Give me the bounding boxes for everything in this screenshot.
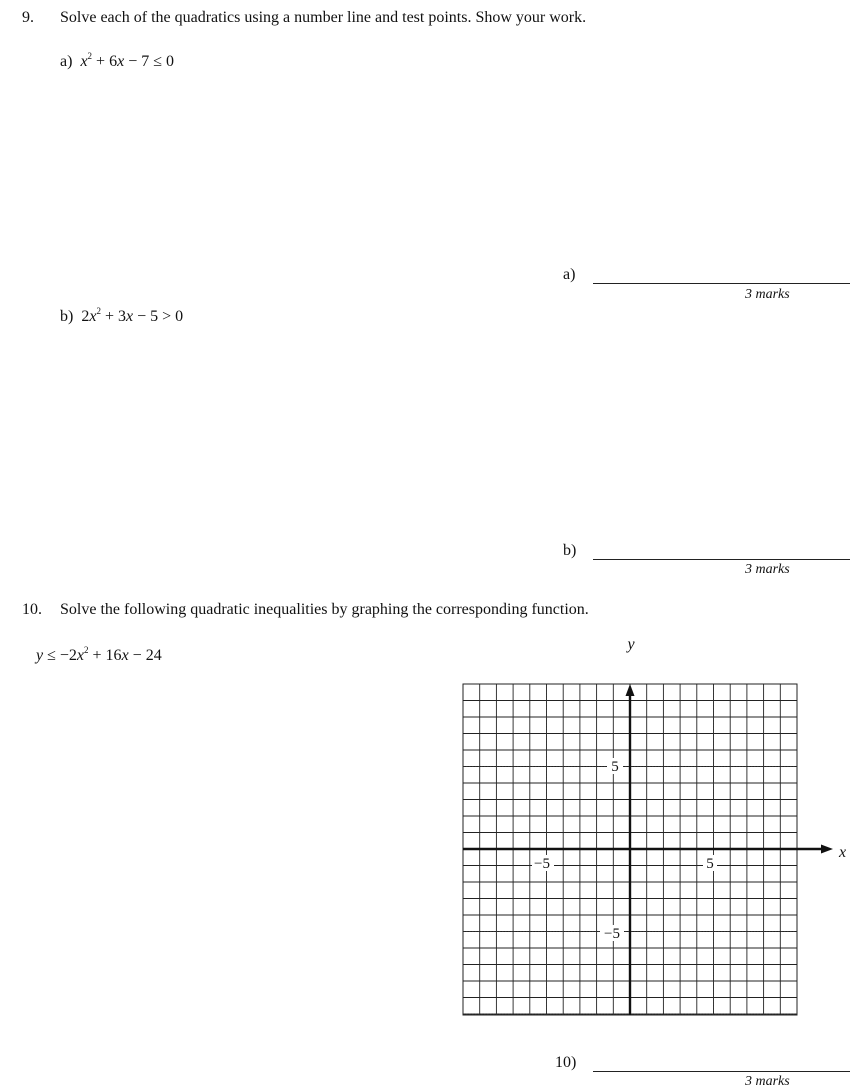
part-a-expression: $x^2 + 6x - 7 \le 0$	[80, 51, 174, 70]
q9-number: 9.	[22, 9, 34, 26]
part-b-expression: $2x^2 + 3x - 5 > 0$	[81, 306, 184, 325]
x-axis-label: x	[839, 844, 847, 861]
q9-part-b	[60, 308, 183, 326]
part-b-label: b)	[60, 308, 74, 325]
y-axis-label: y	[627, 636, 635, 653]
q10-number: 10.	[22, 601, 42, 618]
answer-10-line[interactable]	[593, 1071, 850, 1072]
x-axis-arrow	[821, 845, 833, 854]
answer-a-line[interactable]	[593, 283, 850, 284]
answer-b-marks: 3 marks	[745, 562, 790, 577]
answer-a-label: a)	[563, 266, 576, 283]
y-axis-arrow	[626, 684, 635, 696]
tick-label-y-neg: −5	[604, 926, 620, 942]
part-a-label: a)	[60, 53, 73, 70]
q9-part-a	[60, 53, 174, 71]
q10-instruction: Solve the following quadratic inequalities by graphing the corresponding function.	[60, 601, 589, 618]
coordinate-grid[interactable]	[440, 632, 860, 1032]
tick-label-x-pos: 5	[706, 856, 714, 872]
answer-a-marks: 3 marks	[745, 287, 790, 302]
q10-inequality: $y \le -2x^2 + 16x - 24$	[36, 645, 162, 664]
tick-label-x-neg: −5	[534, 856, 550, 872]
answer-10-label: 10)	[555, 1054, 577, 1071]
answer-b-line[interactable]	[593, 559, 850, 560]
q9-instruction: Solve each of the quadratics using a number line and test points. Show your work.	[60, 9, 587, 26]
tick-label-y-pos: 5	[611, 759, 619, 775]
answer-b-label: b)	[563, 542, 577, 559]
answer-10-marks: 3 marks	[745, 1074, 790, 1089]
